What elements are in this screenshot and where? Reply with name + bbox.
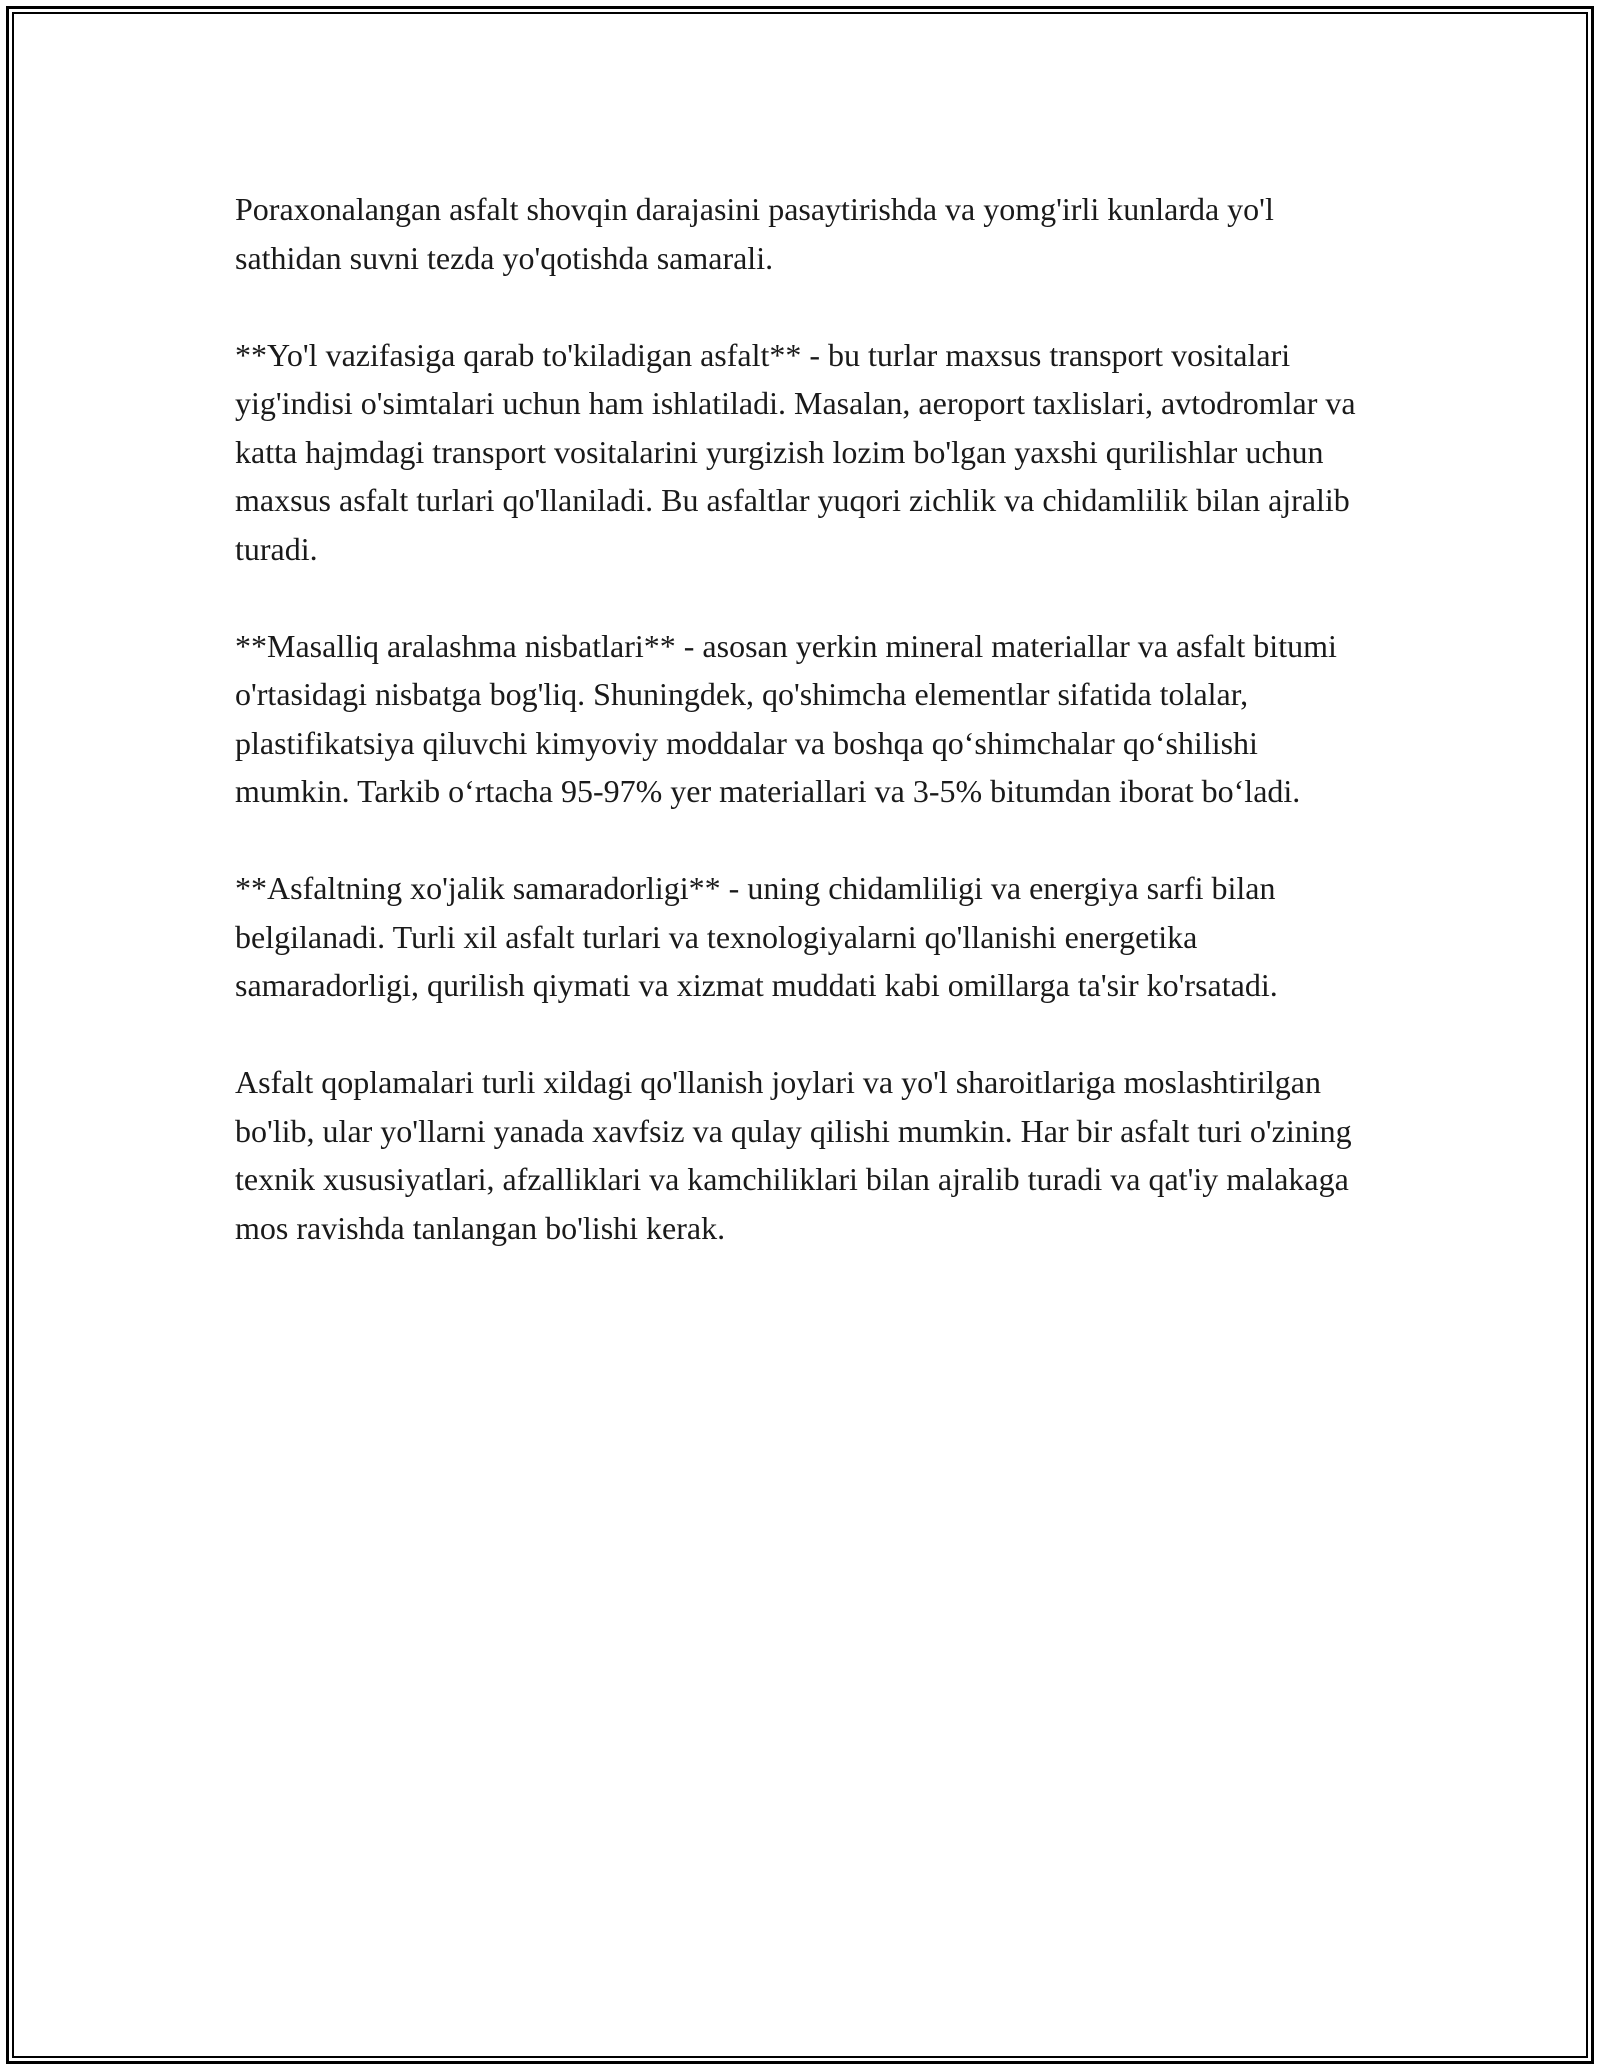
document-body: [235, 185, 1375, 1301]
paragraph-mix-ratios: **Masalliq aralashma nisbatlari** - asosan yerkin mineral materiallar va asfalt bitumi o'rtasidagi nisbatga bog'liq. Shuningdek, qo'shimcha elementlar sifatida tolalar, plastifikatsiya qiluvchi kimyoviy moddalar va boshqa qo‘shimchalar qo‘shilishi mumkin. Tarkib o‘rtacha 95-97% yer materiallari va 3-5% bitumdan iborat bo‘ladi.: [235, 627, 1337, 809]
paragraph-economic-efficiency: **Asfaltning xo'jalik samaradorligi** - uning chidamliligi va energiya sarfi bilan belgilanadi. Turli xil asfalt turlari va texnologiyalarni qo'llanishi energetika samaradorligi, qurilish qiymati va xizmat muddati kabi omillarga ta'sir ko'rsatadi.: [235, 870, 1278, 1003]
paragraph-porous-asphalt: Poraxonalangan asfalt shovqin darajasini pasaytirishda va yomg'irli kunlarda yo'l sathidan suvni tezda yo'qotishda samarali.: [235, 191, 1274, 276]
paragraph-road-function-asphalt: **Yo'l vazifasiga qarab to'kiladigan asfalt** - bu turlar maxsus transport vositalari yig'indisi o'simtalari uchun ham ishlatiladi. Masalan, aeroport taxlislari, avtodromlar va katta hajmdagi transport vositalarini yurgizish lozim bo'lgan yaxshi qurilishlar uchun maxsus asfalt turlari qo'llaniladi. Bu asfaltlar yuqori zichlik va chidamlilik bilan ajralib turadi.: [235, 336, 1356, 567]
paragraph-conclusion: Asfalt qoplamalari turli xildagi qo'llanish joylari va yo'l sharoitlariga moslashtirilgan bo'lib, ular yo'llarni yanada xavfsiz va qulay qilishi mumkin. Har bir asfalt turi o'zining texnik xususiyatlari, afzalliklari va kamchiliklari bilan ajralib turadi va qat'iy malakaga mos ravishda tanlangan bo'lishi kerak.: [235, 1064, 1352, 1246]
